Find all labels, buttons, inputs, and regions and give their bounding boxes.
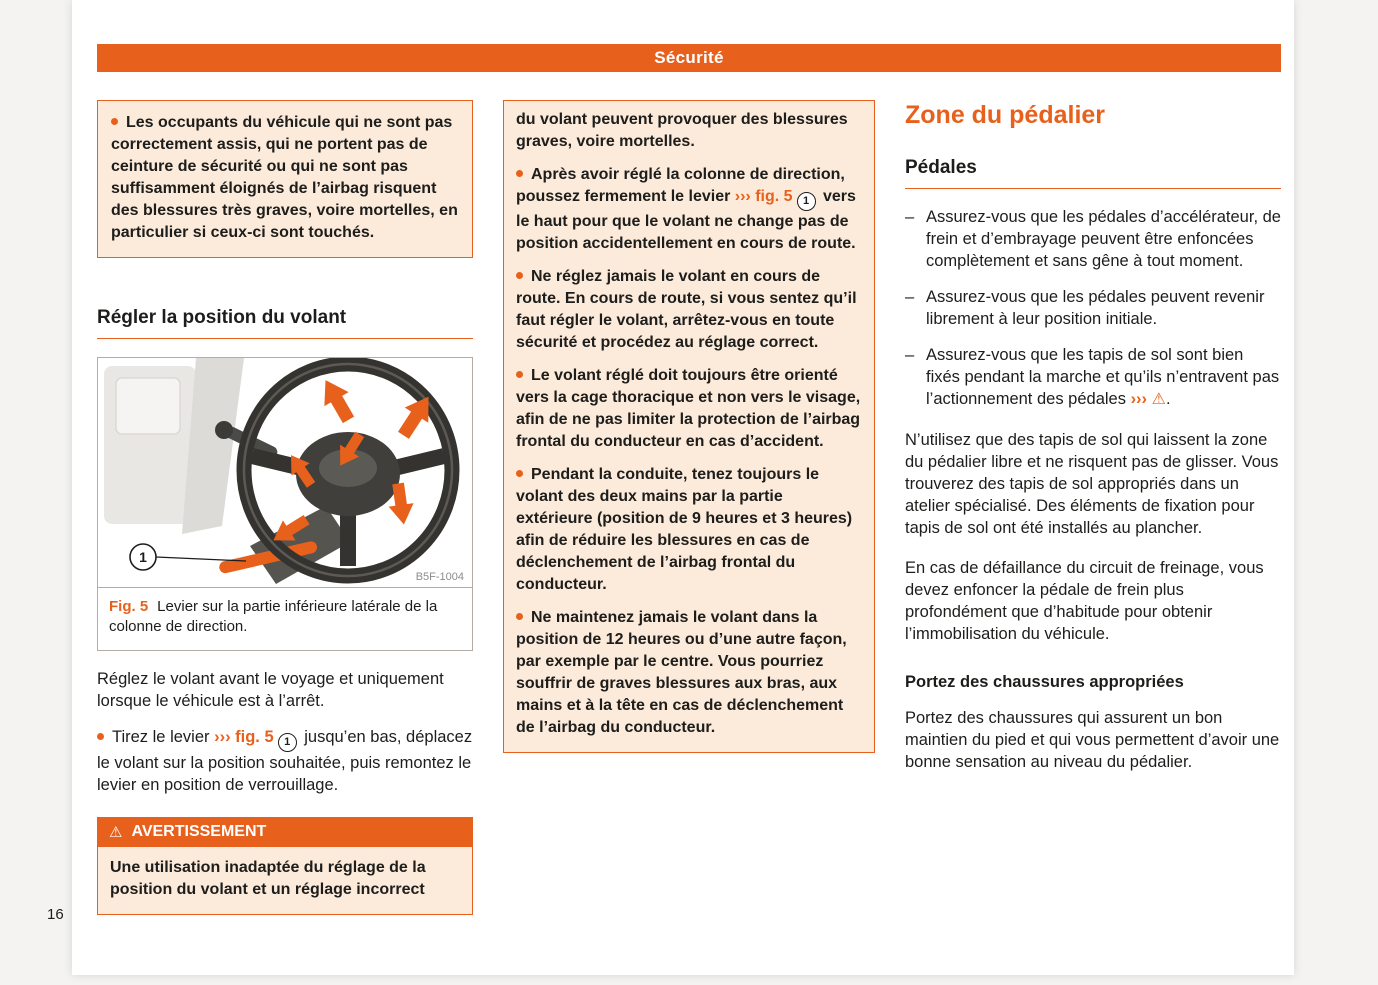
warning-triangle-icon: ⚠ [109,823,123,841]
callout-number-badge: 1 [278,733,297,752]
warning-item [516,464,862,596]
warning-continuation-text: du volant peuvent provoquer des blessures graves, voire mortelles. [516,111,848,150]
warning-item [516,164,862,255]
list-item-text: jusqu’en bas, déplacez le volant sur la position souhaitée, puis remontez le levier en position de verrouillage. [97,728,473,794]
steering-wheel-illustration [98,358,472,587]
list-item-text: Tirez le levier [112,728,215,746]
section-main-title: Zone du pédalier [905,101,1106,129]
cross-reference-link: ››› [1130,390,1148,408]
dash-list-item [905,206,1281,272]
bullet-icon [516,470,523,477]
bullet-icon [111,118,118,125]
paragraph-tapis: N’utilisez que des tapis de sol qui laissent la zone du pédalier libre et ne risquent pas de glisser. Vous trouverez des tapis de sol appropriés dans un atelier spécialisé. Des éléments de fixation pour tapis de sol ont été installés au plancher. [905,431,1279,537]
bullet-icon [516,170,523,177]
dash-item-text: Assurez-vous que les tapis de sol sont bien fixés pendant la marche et qu’ils n’entravent pas l’actionnement des pédales [926,346,1280,408]
column-right [905,100,1281,773]
subsection-title-pedales: Pédales [905,157,1281,189]
warning-item [516,266,862,354]
dash-marker: – [905,208,915,226]
bullet-icon [97,733,104,740]
column-middle [503,100,875,753]
figure-5-image [98,358,472,588]
warning-box-header [97,817,473,847]
warning-item-text: Ne réglez jamais le volant en cours de route. En cours de route, si vous sentez qu’il faut régler le volant, arrêtez-vous en toute sécurité et procédez au réglage correct. [516,268,857,351]
intro-warning-item [111,112,459,244]
warning-triangle-icon: ⚠ [1151,391,1166,408]
warning-box-title: AVERTISSEMENT [131,823,267,840]
warning-item-text: Pendant la conduite, tenez toujours le volant des deux mains par la partie extérieure (position de 9 heures et 3 heures) afin de réduire les blessures en cas de déclenchement de l’airbag frontal du conducteur. [516,466,853,593]
page-number: 16 [47,906,64,923]
dash-marker: – [905,346,915,364]
figure-reference-link: ››› fig. 5 [214,728,274,746]
figure-callout-1: 1 [139,549,147,565]
warning-box-text: Une utilisation inadaptée du réglage de la position du volant et un réglage incorrect [110,859,426,898]
figure-reference-link: ››› fig. 5 [734,188,793,205]
dash-item-text: Assurez-vous que les pédales d’accélérateur, de frein et d’embrayage peuvent être enfoncées complètement et sans gêne à tout moment. [926,208,1281,270]
intro-warning-text: Les occupants du véhicule qui ne sont pas correctement assis, qui ne portent pas de ceinture de sécurité ou qui ne sont pas suffisamment éloignés de l’airbag risquent des blessures très graves, voire mortelles, en particulier si ceux-ci sont touchés. [111,114,458,241]
figure-5-caption-text: Levier sur la partie inférieure latérale de la colonne de direction. [109,598,438,635]
dash-list-item [905,286,1281,330]
figure-5 [97,357,473,651]
warning-item-text: vers le haut pour que le volant ne change pas de position accidentellement en cours de route. [516,188,856,252]
intro-warning-box [97,100,473,258]
paragraph-reglez: Réglez le volant avant le voyage et uniquement lorsque le véhicule est à l’arrêt. [97,670,444,710]
paragraph-chaussures: Portez des chaussures qui assurent un bon maintien du pied et qui vous permettent d’avoir une bonne sensation au niveau du pédalier. [905,709,1280,771]
page-content [97,100,1281,915]
section-title-volant: Régler la position du volant [97,307,473,339]
bullet-icon [516,371,523,378]
warning-box-continuation [503,100,875,753]
figure-5-caption [98,588,472,650]
dash-marker: – [905,288,915,306]
warning-item [516,607,862,739]
warning-box [97,817,473,915]
page-header-bar [97,44,1281,72]
page-header-title: Sécurité [654,48,724,67]
bullet-icon [516,613,523,620]
page-sheet [72,0,1294,975]
warning-item-text: Le volant réglé doit toujours être orienté vers la cage thoracique et non vers le visage, afin de ne pas limiter la protection de l’airbag frontal du conducteur en cas d’accident. [516,367,861,450]
subheading-chaussures: Portez des chaussures appropriées [905,673,1184,691]
warning-item-text: Ne maintenez jamais le volant dans la position de 12 heures ou d’une autre façon, par exemple par le centre. Vous pourriez souffrir de graves blessures aux bras, aux mains et à la tête en cas de déclenchement de l’airbag du conducteur. [516,609,847,736]
warning-box-body [97,847,473,915]
figure-5-label: Fig. 5 [109,598,149,615]
figure-image-code: B5F-1004 [415,571,464,583]
list-item-tirez [97,726,473,796]
dash-list-item [905,344,1281,411]
bullet-icon [516,272,523,279]
column-left [97,100,473,915]
warning-item-text: Après avoir réglé la colonne de direction, poussez fermement le levier [516,166,845,205]
dash-item-text: Assurez-vous que les pédales peuvent revenir librement à leur position initiale. [926,288,1265,328]
warning-item [516,365,862,453]
dash-item-text: . [1165,390,1171,408]
paragraph-freinage: En cas de défaillance du circuit de freinage, vous devez enfoncer la pédale de frein plus profondément que d’habitude pour obtenir l’immobilisation du véhicule. [905,559,1264,643]
callout-number-badge: 1 [797,192,816,211]
